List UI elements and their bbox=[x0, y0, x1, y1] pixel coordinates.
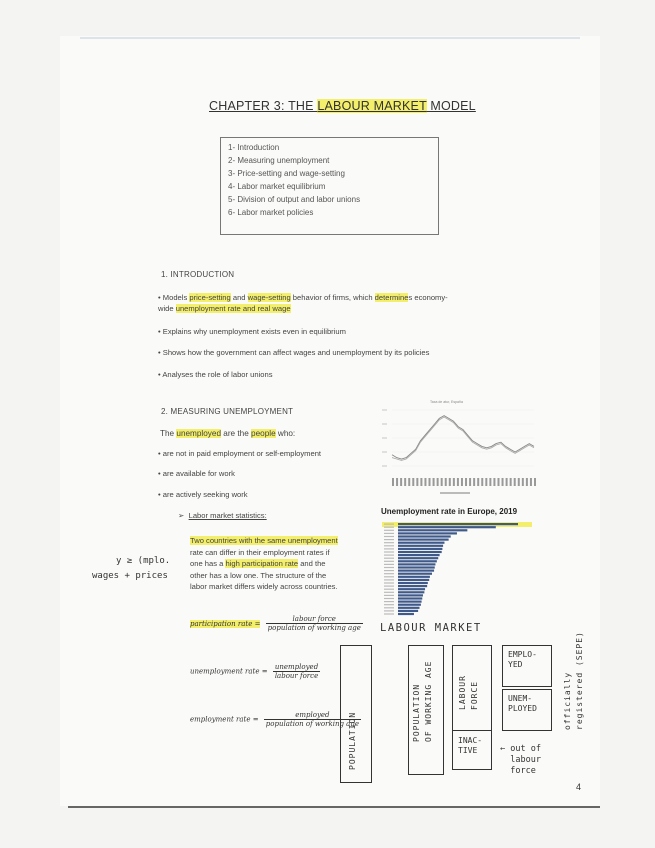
bar bbox=[398, 591, 424, 593]
category-label bbox=[384, 524, 394, 525]
category-label bbox=[384, 573, 394, 574]
x-tick-label bbox=[518, 478, 520, 486]
bar bbox=[398, 548, 442, 550]
text-run: one has a bbox=[190, 559, 226, 568]
x-tick-label bbox=[424, 478, 426, 486]
working-age-label-1: POPULATION bbox=[412, 683, 421, 742]
bar bbox=[398, 560, 437, 562]
paragraph-countries bbox=[190, 535, 338, 593]
bar bbox=[398, 585, 427, 587]
category-label bbox=[384, 592, 394, 593]
highlight: determine bbox=[374, 293, 409, 302]
intro-bullet-1 bbox=[158, 292, 448, 314]
text-run: other has a low one. The structure of the bbox=[190, 570, 327, 580]
unemployed-label: UNEM- PLOYED bbox=[508, 694, 537, 713]
out-of-labour-force-note: ← out of labour force bbox=[500, 744, 541, 776]
bottom-rule bbox=[68, 806, 600, 808]
category-label bbox=[384, 576, 394, 577]
x-tick-label bbox=[489, 478, 491, 486]
highlight: Two countries with the same unemployment bbox=[190, 536, 338, 545]
x-tick-label bbox=[433, 478, 435, 486]
officially-note-1: officially bbox=[563, 671, 572, 730]
x-tick-label bbox=[485, 478, 487, 486]
population-label: POPULATION bbox=[348, 711, 357, 770]
text-run: and bbox=[230, 293, 248, 302]
denominator: labour force bbox=[274, 672, 319, 680]
bar bbox=[398, 529, 467, 531]
page-number: 4 bbox=[576, 782, 582, 792]
x-tick-label bbox=[493, 478, 495, 486]
toc-item: 6- Labor market policies bbox=[228, 208, 314, 217]
criteria-bullet: • are actively seeking work bbox=[158, 490, 248, 499]
bar bbox=[398, 601, 422, 603]
bar bbox=[398, 557, 438, 559]
denominator: population of working age bbox=[267, 624, 361, 632]
formula-label: participation rate = bbox=[190, 619, 261, 628]
text-run: The bbox=[160, 429, 177, 438]
bar bbox=[398, 588, 425, 590]
handwritten-note-2: wages + prices bbox=[92, 571, 168, 581]
category-label bbox=[384, 579, 394, 580]
category-label bbox=[384, 601, 394, 602]
criteria-bullet: • are not in paid employment or self-employment bbox=[158, 449, 322, 458]
x-tick-label bbox=[534, 478, 536, 486]
x-tick-label bbox=[473, 478, 475, 486]
category-label bbox=[384, 604, 394, 605]
series-line bbox=[392, 417, 534, 460]
category-label bbox=[384, 598, 394, 599]
x-tick-label bbox=[477, 478, 479, 486]
x-tick-label bbox=[522, 478, 524, 486]
category-label bbox=[384, 613, 394, 614]
highlight: high participation rate bbox=[225, 559, 299, 568]
x-tick-label bbox=[497, 478, 499, 486]
handwritten-note-1: y ≥ (mplo. bbox=[116, 556, 171, 566]
formula-label: employment rate = bbox=[190, 715, 259, 724]
intro-bullet-3: • Shows how the government can affect wages and unemployment by its policies bbox=[158, 348, 430, 357]
category-label bbox=[384, 542, 394, 543]
category-label bbox=[384, 567, 394, 568]
legend bbox=[440, 492, 470, 494]
x-tick-label bbox=[400, 478, 402, 486]
bar-chart-title: Unemployment rate in Europe, 2019 bbox=[381, 507, 518, 516]
x-tick-label bbox=[526, 478, 528, 486]
x-tick-label bbox=[392, 478, 394, 486]
inactive-label: INAC- TIVE bbox=[458, 736, 483, 755]
bar bbox=[398, 523, 518, 525]
category-label bbox=[384, 610, 394, 611]
category-label bbox=[384, 555, 394, 556]
category-label bbox=[384, 548, 394, 549]
toc-item: 3- Price-setting and wage-setting bbox=[228, 169, 345, 178]
numerator: labour force bbox=[266, 615, 363, 624]
x-tick-label bbox=[429, 478, 431, 486]
bar bbox=[398, 554, 440, 556]
category-label bbox=[384, 527, 394, 528]
x-tick-label bbox=[416, 478, 418, 486]
toc-item: 4- Labor market equilibrium bbox=[228, 182, 326, 191]
category-label bbox=[384, 564, 394, 565]
x-tick-label bbox=[420, 478, 422, 486]
fraction bbox=[266, 615, 363, 632]
category-label bbox=[384, 536, 394, 537]
bar bbox=[398, 597, 422, 599]
title-part-1: CHAPTER 3: THE bbox=[209, 99, 318, 113]
text-run: and the bbox=[298, 559, 326, 568]
highlight: price-setting bbox=[189, 293, 231, 302]
denominator: population of working age bbox=[265, 720, 359, 728]
employed-label: EMPLO- YED bbox=[508, 650, 537, 669]
spain-unemployment-line-chart bbox=[380, 406, 540, 498]
bar bbox=[398, 582, 428, 584]
bar bbox=[398, 526, 496, 528]
formula-label: unemployment rate = bbox=[190, 667, 268, 676]
category-label bbox=[384, 570, 394, 571]
officially-note-2: registered (SEPE) bbox=[575, 631, 584, 730]
x-tick-label bbox=[445, 478, 447, 486]
text-run: behavior of firms, which bbox=[290, 293, 375, 302]
table-of-contents bbox=[220, 137, 439, 235]
category-label bbox=[384, 607, 394, 608]
category-label bbox=[384, 539, 394, 540]
bar bbox=[398, 563, 435, 565]
labour-force-label-1: LABOUR bbox=[458, 675, 467, 710]
text-run: • Models bbox=[158, 293, 190, 302]
category-label bbox=[384, 558, 394, 559]
section-1-heading: 1. INTRODUCTION bbox=[161, 270, 235, 279]
employment-rate-formula bbox=[190, 711, 361, 728]
title-part-3: MODEL bbox=[426, 99, 476, 113]
x-tick-label bbox=[510, 478, 512, 486]
x-tick-label bbox=[506, 478, 508, 486]
line-chart-title: Taxa de atur, España bbox=[430, 400, 463, 404]
x-tick-label bbox=[437, 478, 439, 486]
criteria-bullet: • are available for work bbox=[158, 469, 235, 478]
category-label bbox=[384, 551, 394, 552]
bar bbox=[398, 610, 418, 612]
highlight: people bbox=[251, 429, 276, 438]
text-run: s economy- bbox=[408, 293, 448, 302]
participation-rate-formula bbox=[190, 615, 363, 632]
subheading-labor-stats bbox=[178, 510, 267, 521]
bar bbox=[398, 613, 414, 615]
bar bbox=[398, 545, 443, 547]
category-label bbox=[384, 582, 394, 583]
intro-bullet-4: • Analyses the role of labor unions bbox=[158, 370, 273, 379]
top-edge-line bbox=[80, 37, 580, 39]
x-tick-label bbox=[441, 478, 443, 486]
bar bbox=[398, 535, 451, 537]
text-run: labor market differs widely across countries. bbox=[190, 582, 338, 591]
subheading-text: Labor market statistics: bbox=[188, 511, 267, 520]
x-tick-label bbox=[412, 478, 414, 486]
text-run: who: bbox=[275, 429, 296, 438]
fraction bbox=[273, 663, 320, 680]
x-tick-label bbox=[469, 478, 471, 486]
x-tick-label bbox=[465, 478, 467, 486]
x-tick-label bbox=[514, 478, 516, 486]
category-label bbox=[384, 530, 394, 531]
bar bbox=[398, 579, 429, 581]
toc-item: 2- Measuring unemployment bbox=[228, 156, 330, 165]
bar bbox=[398, 594, 423, 596]
numerator: employed bbox=[264, 711, 361, 720]
labour-market-heading: LABOUR MARKET bbox=[380, 622, 482, 634]
category-label bbox=[384, 533, 394, 534]
chapter-title bbox=[209, 99, 476, 113]
bar bbox=[398, 604, 421, 606]
intro-bullet-2: • Explains why unemployment exists even in equilibrium bbox=[158, 327, 346, 336]
bar bbox=[398, 539, 449, 541]
bar bbox=[398, 542, 444, 544]
x-tick-label bbox=[453, 478, 455, 486]
text-run: are the bbox=[221, 429, 252, 438]
text-run: rate can differ in their employment rates if bbox=[190, 547, 330, 557]
highlight: wage-setting bbox=[247, 293, 291, 302]
europe-unemployment-bar-chart bbox=[382, 521, 532, 621]
x-tick-label bbox=[530, 478, 532, 486]
x-tick-label bbox=[457, 478, 459, 486]
bar bbox=[398, 573, 432, 575]
title-highlight: LABOUR MARKET bbox=[317, 99, 427, 113]
section-2-heading: 2. MEASURING UNEMPLOYMENT bbox=[161, 407, 294, 416]
unemployment-rate-formula bbox=[190, 663, 320, 680]
x-tick-label bbox=[408, 478, 410, 486]
numerator: unemployed bbox=[273, 663, 320, 672]
category-label bbox=[384, 545, 394, 546]
text-run: wide bbox=[158, 304, 176, 313]
category-label bbox=[384, 595, 394, 596]
bar bbox=[398, 551, 442, 553]
bar bbox=[398, 532, 457, 534]
bar bbox=[398, 570, 434, 572]
bar bbox=[398, 576, 430, 578]
category-label bbox=[384, 561, 394, 562]
toc-item: 5- Division of output and labor unions bbox=[228, 195, 361, 204]
labour-force-label-2: FORCE bbox=[470, 680, 479, 710]
category-label bbox=[384, 586, 394, 587]
working-age-label-2: OF WORKING AGE bbox=[424, 660, 433, 742]
x-tick-label bbox=[449, 478, 451, 486]
toc-item: 1- Introduction bbox=[228, 143, 280, 152]
x-tick-label bbox=[502, 478, 504, 486]
x-tick-label bbox=[461, 478, 463, 486]
x-tick-label bbox=[396, 478, 398, 486]
bar bbox=[398, 607, 420, 609]
bar bbox=[398, 566, 435, 568]
x-tick-label bbox=[481, 478, 483, 486]
highlight: unemployment rate and real wage bbox=[175, 304, 291, 313]
x-tick-label bbox=[404, 478, 406, 486]
highlight: unemployed bbox=[176, 429, 221, 438]
arrow-icon: ➢ bbox=[178, 511, 185, 520]
unemployed-definition bbox=[160, 428, 295, 439]
category-label bbox=[384, 589, 394, 590]
